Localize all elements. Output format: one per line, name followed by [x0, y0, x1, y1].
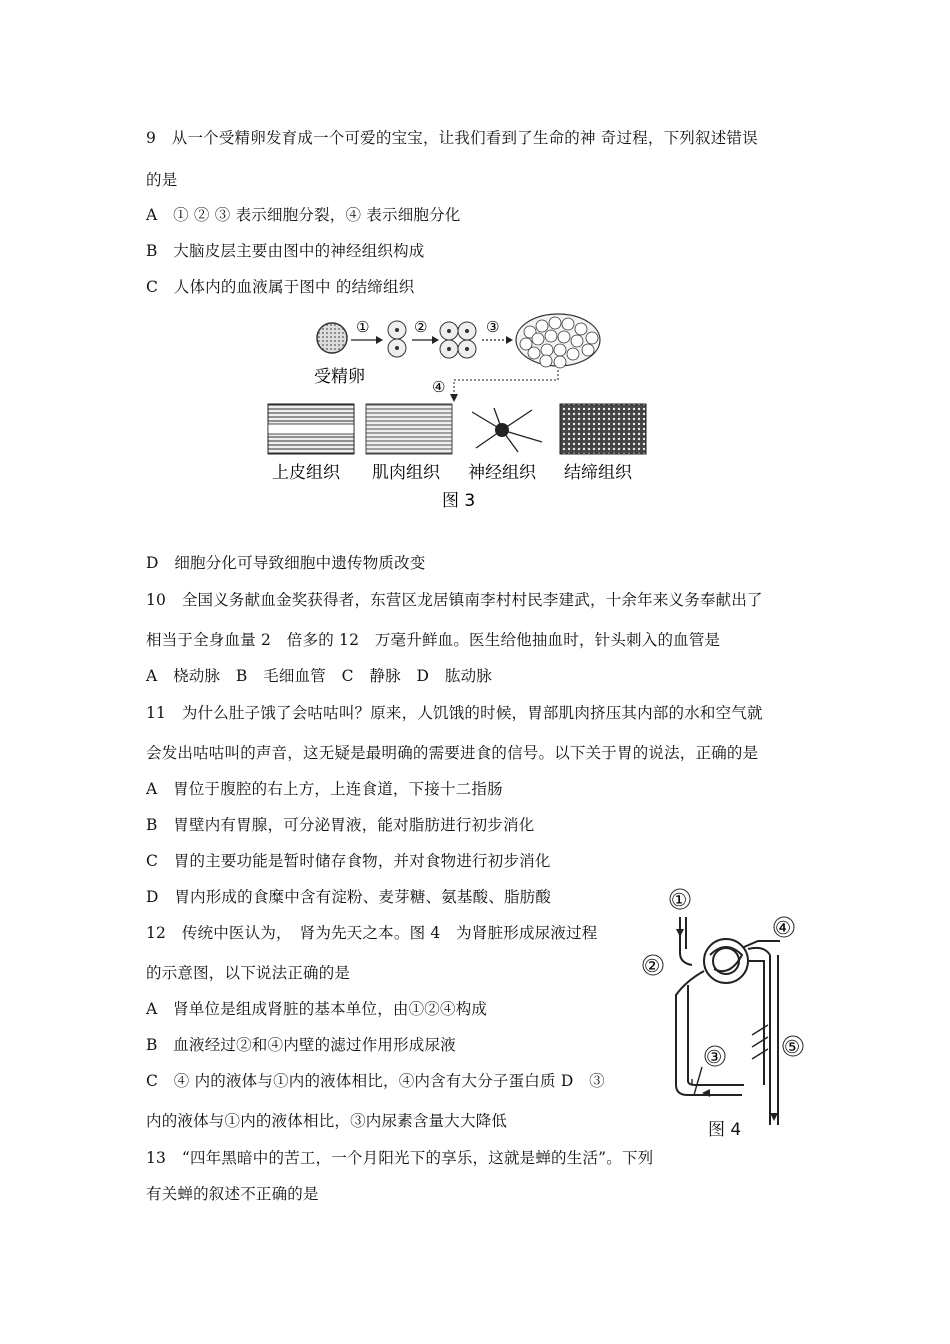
- nephron-vessel-4: [744, 941, 780, 947]
- step-3-label: ③: [486, 318, 500, 336]
- q12-option-b: B 血液经过②和④内壁的滤过作用形成尿液: [146, 1036, 456, 1054]
- arrow-step-1-head: [376, 336, 383, 344]
- figure-3-diagram: [262, 312, 652, 518]
- q9-stem-line2: 的是: [146, 171, 178, 189]
- q12-option-c-d: C ④ 内的液体与①内的液体相比，④内含有大分子蛋白质 D ③: [146, 1072, 605, 1090]
- nephron-glomerulus: [704, 939, 748, 983]
- q13-stem-line2: 有关蝉的叙述不正确的是: [146, 1185, 319, 1203]
- tissue-label-nerve: 神经组织: [468, 463, 536, 483]
- part-label-5: ⑤: [784, 1037, 801, 1058]
- q9-option-a: A ① ② ③ 表示细胞分裂，④ 表示细胞分化: [146, 206, 461, 224]
- q11-option-d: D 胃内形成的食糜中含有淀粉、麦芽糖、氨基酸、脂肪酸: [146, 888, 552, 906]
- cell-cluster: [516, 314, 600, 368]
- q11-stem-line1: 11 为什么肚子饿了会咕咕叫？原来，人饥饿的时候，胃部肌肉挤压其内部的水和空气就: [146, 704, 763, 722]
- tissue-label-connective: 结缔组织: [564, 463, 632, 483]
- arrow-step-4-connector: [454, 370, 558, 396]
- q11-option-b: B 胃壁内有胃腺，可分泌胃液，能对脂肪进行初步消化: [146, 816, 535, 834]
- epithelial-tissue-image: [268, 404, 354, 454]
- figure-3-cell-development: [262, 312, 652, 518]
- q11-option-c: C 胃的主要功能是暂时储存食物，并对食物进行初步消化: [146, 852, 551, 870]
- q12-stem-line1: 12 传统中医认为， 肾为先天之本。图 4 为肾脏形成尿液过程: [146, 924, 598, 942]
- q9-option-b: B 大脑皮层主要由图中的神经组织构成: [146, 242, 425, 260]
- figure-4-diagram: [640, 885, 810, 1140]
- q11-stem-line2: 会发出咕咕叫的声音，这无疑是最明确的需要进食的信号。以下关于胃的说法，正确的是: [146, 744, 759, 762]
- step-2-label: ②: [414, 318, 428, 336]
- step-1-label: ①: [356, 318, 370, 336]
- part-label-3: ③: [706, 1047, 723, 1068]
- arrow-step-2-head: [432, 336, 439, 344]
- q10-stem-line1: 10 全国义务献血金奖获得者，东营区龙居镇南李村村民李建武，十余年来义务奉献出了: [146, 591, 763, 609]
- step-4-label: ④: [432, 378, 446, 396]
- q12-stem-line2: 的示意图，以下说法正确的是: [146, 964, 351, 982]
- q13-stem-line1: 13 “四年黑暗中的苦工，一个月阳光下的享乐，这就是蝉的生活”。下列: [146, 1149, 654, 1167]
- tissue-label-epithelial: 上皮组织: [272, 463, 340, 483]
- q12-option-a: A 肾单位是组成肾脏的基本单位，由①②④构成: [146, 1000, 488, 1018]
- muscle-tissue-image: [366, 404, 452, 454]
- q9-stem-line1: 9 从一个受精卵发育成一个可爱的宝宝，让我们看到了生命的神 奇过程，下列叙述错误: [146, 129, 758, 147]
- part-label-2: ②: [644, 956, 661, 977]
- nephron-tubule: [748, 961, 764, 1085]
- nerve-tissue-image: [462, 404, 546, 454]
- zygote-cell: [317, 323, 347, 353]
- q10-stem-line2: 相当于全身血量 2 倍多的 12 万毫升鲜血。医生给他抽血时，针头刺入的血管是: [146, 631, 721, 649]
- connective-tissue-image: [560, 404, 646, 454]
- part-label-4: ④: [775, 918, 792, 939]
- arrow-step-3-head: [506, 336, 513, 344]
- tissue-label-muscle: 肌肉组织: [372, 463, 440, 483]
- q11-option-a: A 胃位于腹腔的右上方，上连食道，下接十二指肠: [146, 780, 503, 798]
- q12-option-d-cont: 内的液体与①内的液体相比，③内尿素含量大大降低: [146, 1112, 508, 1130]
- part-label-1: ①: [671, 890, 688, 911]
- q9-option-d: D 细胞分化可导致细胞中遗传物质改变: [146, 554, 426, 572]
- figure-4-caption: 图 4: [708, 1120, 742, 1140]
- figure-4-nephron: [640, 885, 810, 1140]
- q10-options: A 桡动脉 B 毛细血管 C 静脉 D 肱动脉: [146, 667, 492, 685]
- arrow-step-4-head: [450, 394, 458, 402]
- zygote-label: 受精卵: [314, 367, 365, 387]
- figure-3-caption: 图 3: [442, 491, 476, 511]
- q9-option-c: C 人体内的血液属于图中 的结缔组织: [146, 278, 415, 296]
